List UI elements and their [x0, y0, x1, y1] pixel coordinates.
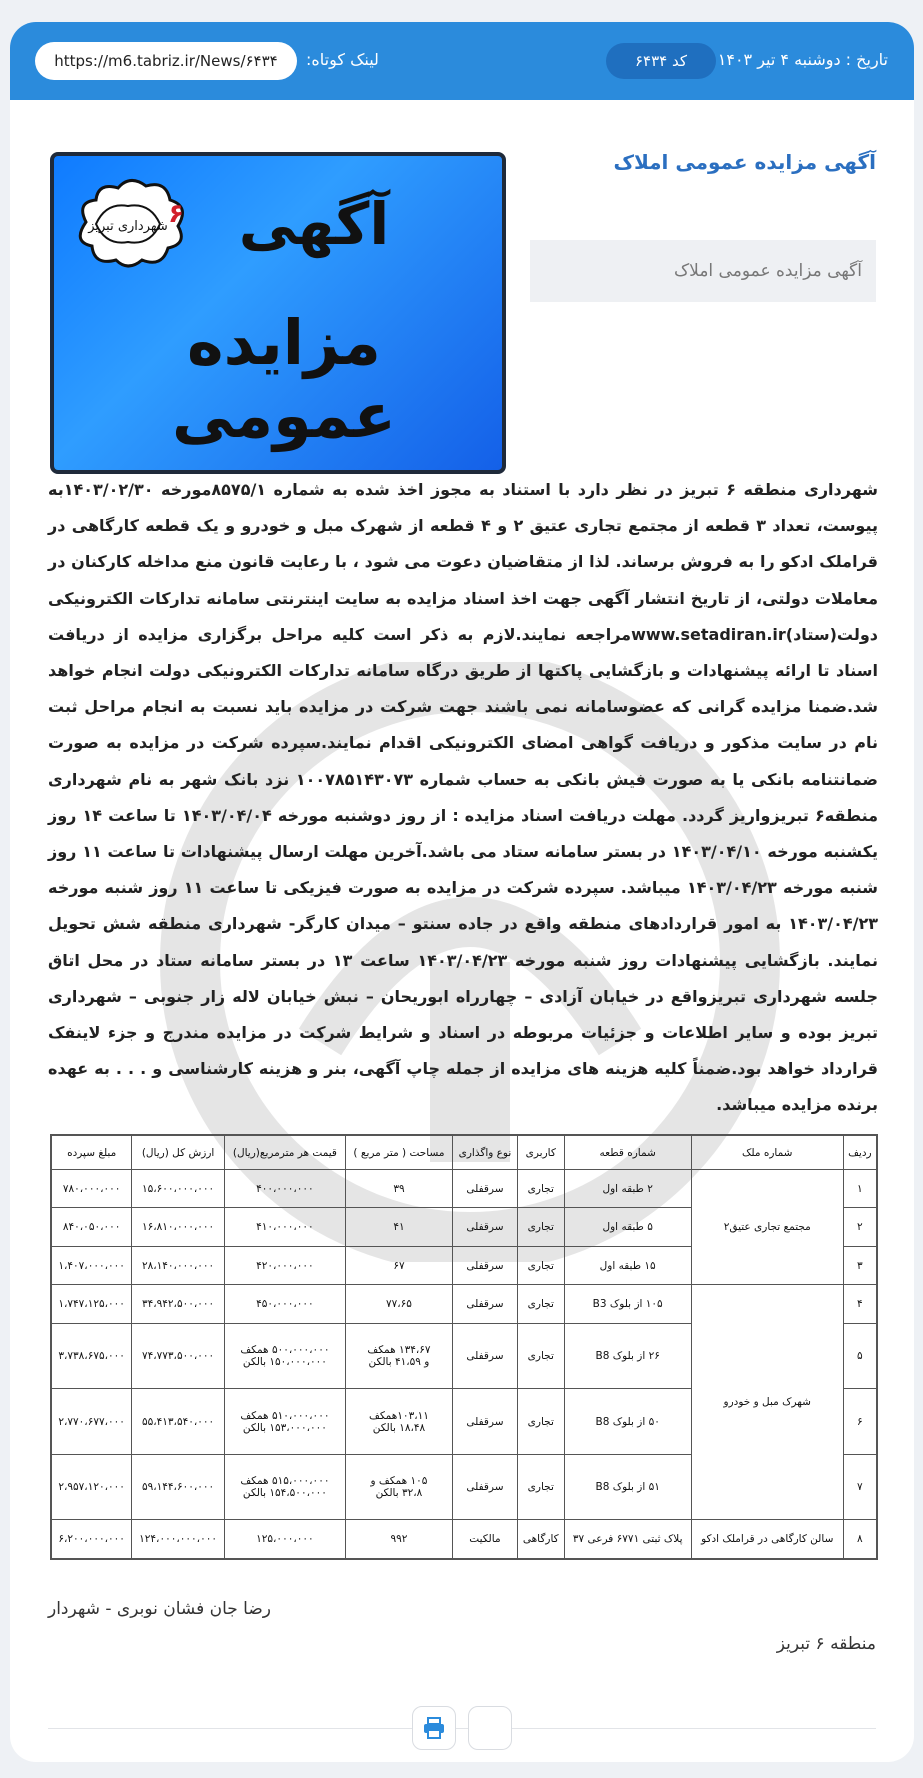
cell-deposit: ۲،۷۷۰،۶۷۷،۰۰۰ [52, 1389, 132, 1455]
cell-deposit: ۸۴۰،۰۵۰،۰۰۰ [52, 1208, 132, 1246]
column-header: مساحت ( متر مربع ) [345, 1136, 452, 1170]
cell-use: تجاری [517, 1208, 564, 1246]
cell-no: ۳ [843, 1246, 876, 1284]
cell-property-group: سالن کارگاهی در قراملک ادکو [691, 1520, 843, 1559]
cell-area-ground: ۱۰۳،۱۱همکف [369, 1409, 429, 1422]
cell-piece: ۵۰ از بلوک B8 [564, 1389, 691, 1455]
cell-price: ۴۲۰،۰۰۰،۰۰۰ [224, 1246, 345, 1284]
cell-area: ۹۹۲ [345, 1520, 452, 1559]
cell-total: ۱۵،۶۰۰،۰۰۰،۰۰۰ [132, 1170, 225, 1208]
cell-no: ۵ [843, 1323, 876, 1389]
cell-total: ۵۵،۴۱۳،۵۴۰،۰۰۰ [132, 1389, 225, 1455]
auction-table [50, 1134, 878, 1560]
top-bar [10, 22, 914, 100]
svg-text:۶: ۶ [168, 199, 184, 229]
column-header: نوع واگذاری [452, 1136, 517, 1170]
cell-use: تجاری [517, 1285, 564, 1323]
table-header-row [52, 1136, 877, 1170]
cell-piece: ۵۱ از بلوک B8 [564, 1454, 691, 1520]
cell-no: ۶ [843, 1389, 876, 1455]
cell-area-ground: ۱۳۴،۶۷ همکف [367, 1344, 431, 1357]
cell-price-ground: ۵۱۵،۰۰۰،۰۰۰ همکف [240, 1475, 330, 1488]
cell-price [224, 1323, 345, 1389]
cell-piece: ۲ طبقه اول [564, 1170, 691, 1208]
share-button[interactable] [468, 1706, 512, 1750]
cell-price-balcony: ۱۵۴،۵۰۰،۰۰۰ بالکن [242, 1487, 327, 1500]
cell-use: کارگاهی [517, 1520, 564, 1559]
cell-area: ۴۱ [345, 1208, 452, 1246]
cell-area [345, 1323, 452, 1389]
cell-total: ۱۶،۸۱۰،۰۰۰،۰۰۰ [132, 1208, 225, 1246]
cell-no: ۱ [843, 1170, 876, 1208]
cell-no: ۲ [843, 1208, 876, 1246]
cell-deposit: ۳،۷۳۸،۶۷۵،۰۰۰ [52, 1323, 132, 1389]
cell-total: ۵۹،۱۴۴،۶۰۰،۰۰۰ [132, 1454, 225, 1520]
cell-piece: ۲۶ از بلوک B8 [564, 1323, 691, 1389]
cell-use: تجاری [517, 1170, 564, 1208]
cell-price: ۴۱۰،۰۰۰،۰۰۰ [224, 1208, 345, 1246]
cell-type: سرقفلی [452, 1285, 517, 1323]
short-link-field[interactable]: https://m6.tabriz.ir/News/۶۴۳۴ [35, 42, 297, 80]
table-row [52, 1520, 877, 1559]
cell-area-balcony: ۳۲،۸ بالکن [375, 1487, 423, 1500]
cell-deposit: ۱،۷۴۷،۱۲۵،۰۰۰ [52, 1285, 132, 1323]
footer-divider [48, 1728, 876, 1729]
news-card [10, 22, 914, 1762]
cell-price: ۱۲۵،۰۰۰،۰۰۰ [224, 1520, 345, 1559]
cell-area: ۷۷،۶۵ [345, 1285, 452, 1323]
cell-price [224, 1454, 345, 1520]
cell-total: ۳۴،۹۴۲،۵۰۰،۰۰۰ [132, 1285, 225, 1323]
poster-word-auction: مزایده عمومی [172, 306, 396, 452]
cell-type: سرقفلی [452, 1170, 517, 1208]
cell-area: ۳۹ [345, 1170, 452, 1208]
table-row [52, 1285, 877, 1323]
cell-area [345, 1389, 452, 1455]
column-header: ارزش کل (ریال) [132, 1136, 225, 1170]
cell-price: ۴۰۰،۰۰۰،۰۰۰ [224, 1170, 345, 1208]
cell-price [224, 1389, 345, 1455]
cell-area-balcony: و ۴۱،۵۹ بالکن [368, 1356, 430, 1369]
cell-price-ground: ۵۱۰،۰۰۰،۰۰۰ همکف [240, 1409, 330, 1422]
column-header: مبلغ سپرده [52, 1136, 132, 1170]
cell-no: ۴ [843, 1285, 876, 1323]
cell-piece: ۱۰۵ از بلوک B3 [564, 1285, 691, 1323]
cell-price-balcony: ۱۵۳،۰۰۰،۰۰۰ بالکن [242, 1421, 327, 1434]
cell-type: مالکیت [452, 1520, 517, 1559]
cell-type: سرقفلی [452, 1389, 517, 1455]
cell-type: سرقفلی [452, 1323, 517, 1389]
column-header: شماره ملک [691, 1136, 843, 1170]
column-header: شماره قطعه [564, 1136, 691, 1170]
news-poster-image [50, 152, 506, 474]
column-header: قیمت هر مترمربع(ریال) [224, 1136, 345, 1170]
cell-type: سرقفلی [452, 1454, 517, 1520]
svg-text:شهرداری تبریز: شهرداری تبریز [88, 219, 168, 234]
cell-no: ۸ [843, 1520, 876, 1559]
cell-use: تجاری [517, 1389, 564, 1455]
news-title: آگهی مزایده عمومی املاک [613, 150, 876, 174]
municipality-logo-icon [66, 172, 196, 272]
cell-piece: ۱۵ طبقه اول [564, 1246, 691, 1284]
column-header: ردیف [843, 1136, 876, 1170]
cell-type: سرقفلی [452, 1246, 517, 1284]
cell-use: تجاری [517, 1323, 564, 1389]
column-header: کاربری [517, 1136, 564, 1170]
poster-word-notice: آگهی [238, 190, 390, 258]
cell-total: ۷۴،۷۷۳،۵۰۰،۰۰۰ [132, 1323, 225, 1389]
cell-no: ۷ [843, 1454, 876, 1520]
cell-area [345, 1454, 452, 1520]
news-date: تاریخ : دوشنبه ۴ تیر ۱۴۰۳ [717, 50, 888, 69]
print-button[interactable] [412, 1706, 456, 1750]
cell-area-balcony: ۱۸،۴۸ بالکن [372, 1421, 426, 1434]
cell-total: ۱۲۴،۰۰۰،۰۰۰،۰۰۰ [132, 1520, 225, 1559]
cell-deposit: ۱،۴۰۷،۰۰۰،۰۰۰ [52, 1246, 132, 1284]
cell-piece: پلاک ثبتی ۶۷۷۱ فرعی ۳۷ [564, 1520, 691, 1559]
news-summary: آگهی مزایده عمومی املاک [530, 240, 876, 302]
cell-total: ۲۸،۱۴۰،۰۰۰،۰۰۰ [132, 1246, 225, 1284]
printer-icon [422, 1716, 446, 1740]
table-row [52, 1170, 877, 1208]
cell-area-ground: ۱۰۵ همکف و [370, 1475, 428, 1488]
cell-deposit: ۷۸۰،۰۰۰،۰۰۰ [52, 1170, 132, 1208]
cell-price: ۴۵۰،۰۰۰،۰۰۰ [224, 1285, 345, 1323]
cell-deposit: ۶،۲۰۰،۰۰۰،۰۰۰ [52, 1520, 132, 1559]
cell-property-group: مجتمع تجاری عتیق۲ [691, 1170, 843, 1285]
cell-deposit: ۲،۹۵۷،۱۲۰،۰۰۰ [52, 1454, 132, 1520]
cell-use: تجاری [517, 1246, 564, 1284]
cell-property-group: شهرک مبل و خودرو [691, 1285, 843, 1520]
cell-piece: ۵ طبقه اول [564, 1208, 691, 1246]
short-link-label: لینک کوتاه: [306, 50, 379, 69]
news-body-text: شهرداری منطقه ۶ تبریز در نظر دارد با استناد به مجوز اخذ شده به شماره ۸۵۷۵/۱مورخه ۱۴۰۳/۰۲/۳۰به پیوست، تعداد ۳ قطعه از مجتمع تجاری عتیق ۲ و ۴ قطعه از شهرک مبل و خودرو و یک قطعه کارگاهی در قراملک ادکو را به فروش برساند. لذا از متقاضیان دعوت می شود ، با رعایت قانون منع مداخله کارکنان در معاملات دولتی، از تاریخ انتشار آگهی جهت اخذ اسناد مزایده به سایت اینترنتی سامانه تدارکات الکترونیکی دولت(ستاد)www.setadiran.irمراجعه نمایند.لازم به ذکر است کلیه مراحل برگزاری مزایده از دریافت اسناد تا ارائه پیشنهادات و بازگشایی پاکتها از طریق درگاه سامانه تدارکات الکترونیکی دولت انجام خواهد شد.ضمنا مزایده گرانی که عضوسامانه نمی باشند جهت شرکت در مزایده باید نسبت به انجام مراحل ثبت نام در سایت مذکور و دریافت گواهی امضای الکترونیکی اقدام نمایند.سپرده شرکت در مزایده به صورت ضمانتنامه بانکی یا به صورت فیش بانکی به حساب شماره ۱۰۰۷۸۵۱۴۳۰۷۳ نزد بانک شهر به نام شهرداری منطقه۶ تبریزواریز گردد. مهلت دریافت اسناد مزایده : از روز دوشنبه مورخه ۱۴۰۳/۰۴/۰۴ تا ساعت ۱۴ روز یکشنبه مورخه ۱۴۰۳/۰۴/۱۰ در بستر سامانه ستاد می باشد.آخرین مهلت ارسال پیشنهادات تا ساعت ۱۱ روز شنبه مورخه ۱۴۰۳/۰۴/۲۳ میباشد. سپرده شرکت در مزایده به صورت فیزیکی تا ساعت ۱۱ روز شنبه مورخه ۱۴۰۳/۰۴/۲۳ به امور قراردادهای منطقه واقع در جاده سنتو – میدان کارگر- شهرداری منطقه شش تحویل نمایند. بازگشایی پیشنهادات روز شنبه مورخه ۱۴۰۳/۰۴/۲۳ ساعت ۱۳ در بستر سامانه ستاد در محل اتاق جلسه شهرداری تبریزواقع در خیابان آزادی – چهارراه ابوریحان – نبش خیابان لاله زار جنوبی – شهرداری تبریز بوده و سایر اطلاعات و جزئیات مربوطه در اسناد و شرایط شرکت در مزایده مندرج و جزء لاینفک قرارداد خواهد بود.ضمناً کلیه هزینه های مزایده از جمله چاپ آگهی، بنر و هزینه کارشناسی و . . . به عهده برنده مزایده میباشد. [48, 480, 879, 1115]
news-code-badge: کد ۶۴۳۴ [606, 43, 716, 79]
region-name: منطقه ۶ تبریز [776, 1634, 876, 1654]
cell-price-ground: ۵۰۰،۰۰۰،۰۰۰ همکف [240, 1344, 330, 1357]
cell-type: سرقفلی [452, 1208, 517, 1246]
signer-name: رضا جان فشان نوبری - شهردار [48, 1599, 272, 1619]
cell-area: ۶۷ [345, 1246, 452, 1284]
cell-price-balcony: ۱۵۰،۰۰۰،۰۰۰ بالکن [242, 1356, 327, 1369]
cell-use: تجاری [517, 1454, 564, 1520]
